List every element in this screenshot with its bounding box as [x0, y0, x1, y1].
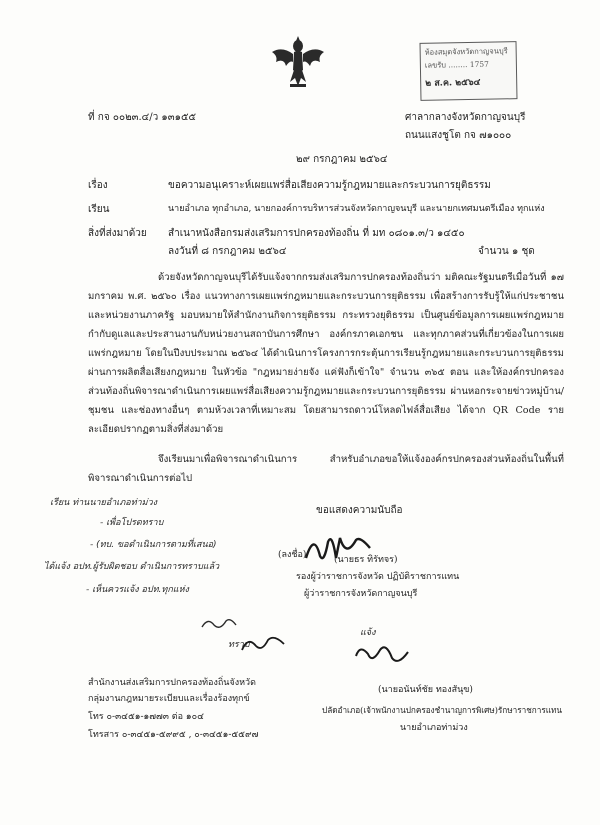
enclosure-line1: สำเนาหนังสือกรมส่งเสริมการปกครองท้องถิ่น ที่ มท ๐๘๐๑.๓/ว ๑๔๕๐: [168, 228, 465, 239]
closing-regards: ขอแสดงความนับถือ: [316, 505, 403, 516]
footer-fax: โทรสาร ๐-๓๔๕๑-๕๙๙๕ , ๐-๓๔๕๑-๕๕๙๗: [88, 730, 259, 740]
doc-date: ๒๙ กรกฎาคม ๒๕๖๔: [296, 154, 388, 165]
enclosure-line2: ลงวันที่ ๘ กรกฎาคม ๒๕๖๔: [168, 246, 287, 257]
sign-prefix: (ลงชื่อ): [278, 550, 307, 560]
district-signer-name: (นายอนันท์ชัย ทองสันุข): [378, 685, 473, 695]
district-signature-graphic: [352, 640, 412, 670]
handwritten-note-7: แจ้ง: [360, 628, 376, 638]
signer-name: (นายธร ทิรัทจร): [334, 555, 398, 565]
enclosure-label: สิ่งที่ส่งมาด้วย: [88, 228, 147, 239]
office-line2: ถนนแสงชูโต กจ ๗๑๐๐๐: [405, 130, 512, 141]
doc-number: ที่ กจ ๐๐๒๓.๔/ว ๑๓๑๕๕: [88, 112, 197, 123]
footer-dept-2: กลุ่มงานกฎหมายระเบียบและเรื่องร้องทุกข์: [88, 694, 250, 704]
signer-title-1: รองผู้ว่าราชการจังหวัด ปฏิบัติราชการแทน: [296, 572, 460, 582]
signer-title-2: ผู้ว่าราชการจังหวัดกาญจนบุรี: [304, 589, 418, 599]
stamp-line1: ห้องสมุดจังหวัดกาญจนบุรี: [424, 46, 508, 57]
office-line1: ศาลากลางจังหวัดกาญจนบุรี: [405, 112, 526, 123]
handwritten-note-5: - เห็นควรแจ้ง อปท.ทุกแห่ง: [86, 585, 189, 595]
subject-text: ขอความอนุเคราะห์เผยแพร่สื่อเสียงความรู้กฎหมายและกระบวนการยุติธรรม: [168, 180, 491, 191]
body-paragraph-1: ด้วยจังหวัดกาญจนบุรีได้รับแจ้งจากกรมส่งเสริมการปกครองท้องถิ่นว่า มติคณะรัฐมนตรีเมื่อวันที่ ๑๗ มกราคม พ.ศ. ๒๕๖๐ เรื่อง แนวทางการเผยแพร่กฎหมายและกระบวนการยุติธรรม เพื่อสร้างการรับรู้ให้แก่ประชาชนและหน่วยงานภาครัฐ มอบหมายให้สำนักงานกิจการยุติธรรม กระทรวงยุติธรรม เป็นศูนย์ข้อมูลการเผยแพร่กฎหมาย กำกับดูแลและประสานงานกับหน่วยงานสถาบันการศึกษา องค์กรภาคเอกชน และทุกภาคส่วนที่เกี่ยวข้องในการเผยแพร่กฎหมาย โดยในปีงบประมาณ ๒๕๖๔ ได้ดำเนินการโครงการกระตุ้นการเรียนรู้กฎหมายและกระบวนการยุติธรรมผ่านการผลิตสื่อเสียงกฎหมาย ในหัวข้อ "กฎหมายง่ายจัง แค่ฟังก็เข้าใจ" จำนวน ๓๖๕ ตอน และให้องค์กรปกครองส่วนท้องถิ่นพิจารณาดำเนินการเผยแพร่สื่อเสียงความรู้กฎหมายและกระบวนการยุติธรรม ผ่านหอกระจายข่าวหมู่บ้าน/ชุมชน และช่องทางอื่นๆ ตามห้วงเวลาที่เหมาะสม โดยสามารถดาวน์โหลดไฟล์สื่อเสียง ได้จาก QR Code รายละเอียดปรากฏตามสิ่งที่ส่งมาด้วย: [88, 272, 564, 435]
footer-dept-1: สำนักงานส่งเสริมการปกครองท้องถิ่นจังหวัด: [88, 678, 256, 688]
garuda-emblem: [268, 32, 328, 92]
handwritten-note-4: ได้แจ้ง อปท.ผู้รับผิดชอบ ดำเนินการทราบแล้ว: [44, 562, 220, 572]
handwritten-note-1: เรียน ท่านนายอำเภอท่าม่วง: [50, 498, 158, 508]
to-text: นายอำเภอ ทุกอำเภอ, นายกองค์การบริหารส่วนจังหวัดกาญจนบุรี และนายกเทศมนตรีเมือง ทุกแห่ง: [168, 204, 545, 214]
handwritten-note-3: - (ทบ. ขอดำเนินการตามที่เสนอ): [90, 540, 217, 550]
footer-phone: โทร ๐-๓๔๕๑-๑๗๗๓ ต่อ ๑๐๔: [88, 712, 204, 722]
handwritten-note-6: ทราบ: [228, 640, 250, 650]
receipt-stamp: [420, 41, 518, 101]
initial-mark-left: [200, 615, 240, 633]
to-label: เรียน: [88, 204, 110, 215]
district-signer-title-1: ปลัดอำเภอ(เจ้าพนักงานปกครองชำนาญการพิเศษ)รักษาราชการแทน: [322, 705, 563, 715]
body-paragraph-2: จึงเรียนมาเพื่อพิจารณาดำเนินการ สำหรับอำเภอขอให้แจ้งองค์กรปกครองส่วนท้องถิ่นในพื้นที่พิจารณาดำเนินการต่อไป: [88, 454, 564, 484]
handwritten-note-2: - เพื่อโปรดทราบ: [100, 518, 164, 528]
district-signer-title-2: นายอำเภอท่าม่วง: [400, 723, 468, 733]
initial-signature-left: [238, 632, 288, 656]
enclosure-quantity: จำนวน ๑ ชุด: [478, 246, 535, 257]
stamp-date: ๒ ส.ค. ๒๕๖๔: [425, 77, 481, 89]
subject-label: เรื่อง: [88, 180, 108, 191]
stamp-line2: เลขรับ ........ 1757: [424, 59, 489, 70]
